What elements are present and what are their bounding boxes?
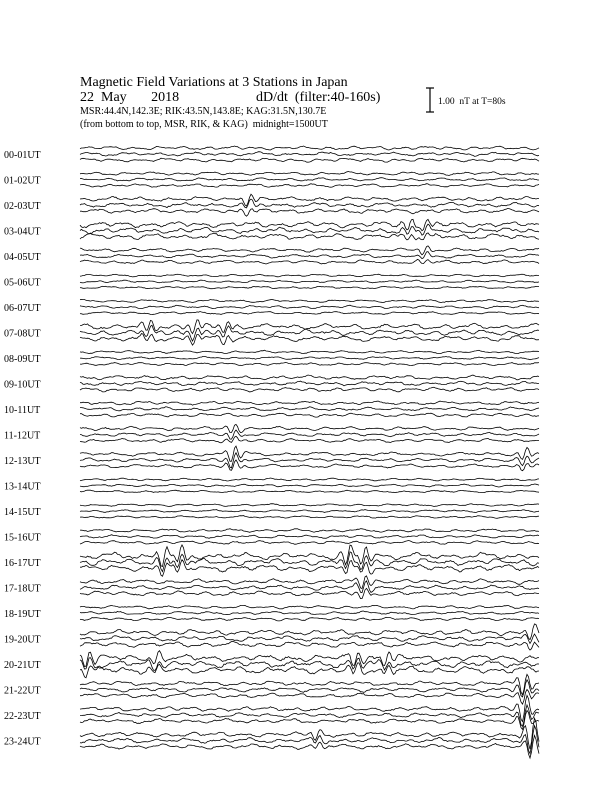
row-label: 23-24UT: [4, 736, 41, 748]
trace-rows: [4, 146, 539, 758]
row-label: 17-18UT: [4, 583, 41, 595]
row-label: 00-01UT: [4, 150, 41, 161]
row-label: 22-23UT: [4, 711, 41, 722]
station-trace: [80, 641, 539, 650]
station-trace: [80, 541, 539, 545]
row-label: 21-22UT: [4, 685, 41, 697]
row-label: 11-12UT: [4, 430, 41, 442]
station-trace: [80, 617, 539, 621]
row-label: 14-15UT: [4, 507, 41, 518]
station-trace: [80, 680, 539, 697]
row-label: 15-16UT: [4, 532, 41, 544]
station-trace: [80, 535, 539, 539]
station-trace: [80, 199, 539, 208]
station-trace: [80, 736, 539, 759]
station-trace: [80, 350, 539, 353]
station-trace: [80, 172, 539, 176]
station-trace: [80, 624, 539, 640]
row-label: 05-06UT: [4, 277, 41, 289]
station-trace: [80, 401, 539, 405]
station-trace: [80, 252, 539, 259]
station-trace: [80, 146, 539, 150]
station-trace: [80, 233, 539, 240]
row-label: 18-19UT: [4, 609, 41, 620]
station-trace: [80, 634, 539, 643]
station-trace: [80, 560, 539, 577]
row-label: 03-04UT: [4, 226, 41, 238]
station-trace: [80, 381, 539, 386]
station-trace: [80, 299, 539, 302]
row-label: 09-10UT: [4, 379, 41, 391]
row-label: 04-05UT: [4, 252, 41, 263]
station-trace: [80, 718, 539, 749]
station-trace: [80, 259, 539, 264]
station-trace: [80, 674, 539, 694]
station-trace: [80, 430, 539, 439]
row-label: 08-09UT: [4, 354, 41, 365]
row-label: 19-20UT: [4, 634, 41, 646]
row-label: 07-08UT: [4, 328, 41, 340]
station-trace: [80, 152, 539, 157]
station-trace: [80, 588, 539, 598]
station-trace: [80, 490, 539, 492]
row-label: 20-21UT: [4, 660, 41, 671]
station-trace: [80, 219, 539, 230]
station-trace: [80, 158, 539, 162]
station-trace: [80, 387, 539, 392]
station-trace: [80, 312, 539, 315]
station-trace: [80, 690, 539, 705]
station-trace: [80, 484, 539, 487]
chart-title: Magnetic Field Variations at 3 Stations in Japan: [80, 75, 348, 90]
station-trace: [80, 184, 539, 188]
station-trace: [80, 504, 539, 507]
station-trace: [80, 510, 539, 513]
row-label: 06-07UT: [4, 303, 41, 314]
stations-line: MSR:44.4N,142.3E; RIK:43.5N,143.8E; KAG:31.5N,130.7E: [80, 106, 327, 117]
station-trace: [80, 209, 539, 217]
station-trace: [80, 576, 539, 589]
row-label: 02-03UT: [4, 201, 41, 212]
scale-label: 1.00 nT at T=80s: [438, 97, 506, 107]
scale-bar-icon: [426, 88, 434, 112]
station-trace: [80, 280, 539, 283]
station-trace: [80, 605, 539, 609]
row-label: 10-11UT: [4, 405, 41, 416]
station-trace: [80, 705, 539, 726]
station-trace: [80, 478, 539, 481]
row-label: 12-13UT: [4, 456, 41, 467]
station-trace: [80, 178, 539, 181]
station-trace: [80, 436, 539, 443]
station-trace: [80, 407, 539, 411]
station-trace: [80, 274, 539, 277]
station-trace: [80, 710, 539, 729]
order-note: (from bottom to top, MSR, RIK, & KAG) midnight=1500UT: [80, 119, 328, 130]
station-trace: [80, 460, 539, 471]
station-trace: [80, 286, 539, 288]
station-trace: [80, 375, 539, 380]
station-trace: [80, 529, 539, 533]
station-trace: [80, 516, 539, 519]
station-trace: [80, 356, 539, 359]
station-trace: [80, 363, 539, 366]
station-trace: [80, 611, 539, 615]
date-line: 22 May 2018: [80, 90, 180, 105]
station-trace: [80, 334, 539, 346]
station-trace: [80, 695, 539, 721]
quantity-label: dD/dt (filter:40-160s): [256, 90, 381, 105]
station-trace: [80, 224, 539, 235]
station-trace: [80, 246, 539, 255]
row-label: 16-17UT: [4, 558, 41, 569]
station-trace: [80, 413, 539, 417]
station-trace: [80, 726, 539, 754]
row-label: 01-02UT: [4, 175, 41, 187]
station-trace: [80, 424, 539, 432]
station-trace: [80, 305, 539, 308]
row-label: 13-14UT: [4, 481, 41, 493]
